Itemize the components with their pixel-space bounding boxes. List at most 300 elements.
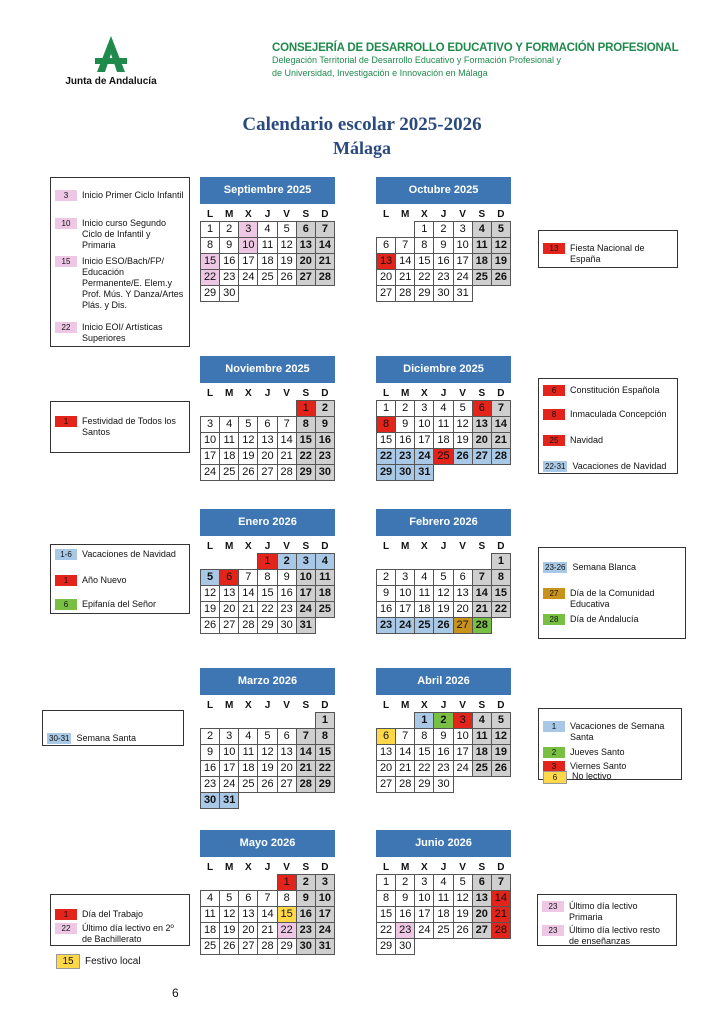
day-cell: 10 bbox=[239, 238, 258, 254]
day-cell: 15 bbox=[277, 907, 296, 923]
month-grid bbox=[200, 386, 335, 481]
day-cell: 12 bbox=[491, 238, 510, 254]
day-cell: 30 bbox=[396, 465, 415, 481]
day-cell: 21 bbox=[472, 602, 491, 618]
month-grid bbox=[200, 698, 335, 809]
day-cell: 29 bbox=[296, 465, 315, 481]
day-cell: 17 bbox=[415, 907, 434, 923]
empty-cell bbox=[472, 286, 491, 302]
day-cell: 15 bbox=[296, 433, 315, 449]
month-grid bbox=[376, 539, 511, 634]
day-cell: 31 bbox=[415, 465, 434, 481]
day-cell: 26 bbox=[491, 270, 510, 286]
day-cell: 22 bbox=[415, 270, 434, 286]
legend-item bbox=[543, 562, 681, 573]
legend-swatch: 1 bbox=[543, 721, 565, 732]
day-cell: 3 bbox=[415, 401, 434, 417]
empty-cell bbox=[472, 554, 491, 570]
weekday-label: L bbox=[383, 387, 390, 399]
legend-item bbox=[55, 549, 185, 560]
day-cell: 20 bbox=[453, 602, 472, 618]
legend-item bbox=[55, 218, 185, 251]
month-title: Diciembre 2025 bbox=[376, 356, 511, 383]
day-cell: 2 bbox=[296, 875, 315, 891]
day-cell: 10 bbox=[296, 570, 315, 586]
week-row bbox=[201, 586, 335, 602]
day-cell: 25 bbox=[434, 449, 453, 465]
day-cell: 13 bbox=[220, 586, 239, 602]
day-cell: 30 bbox=[220, 286, 239, 302]
day-cell: 13 bbox=[472, 417, 491, 433]
legend-item bbox=[543, 243, 673, 265]
legend-swatch: 1 bbox=[55, 909, 77, 920]
day-cell: 26 bbox=[239, 465, 258, 481]
empty-cell bbox=[396, 222, 415, 238]
legend-swatch: 23 bbox=[542, 925, 564, 936]
legend-swatch: 15 bbox=[55, 256, 77, 267]
day-cell: 17 bbox=[296, 586, 315, 602]
week-row bbox=[201, 401, 335, 417]
legend-text: Vacaciones de Semana Santa bbox=[570, 721, 665, 742]
empty-cell bbox=[201, 713, 220, 729]
legend-enero bbox=[50, 544, 190, 614]
empty-cell bbox=[277, 286, 296, 302]
week-row bbox=[201, 745, 335, 761]
day-cell: 24 bbox=[453, 761, 472, 777]
day-cell: 11 bbox=[472, 238, 491, 254]
empty-cell bbox=[296, 286, 315, 302]
day-cell: 5 bbox=[453, 875, 472, 891]
day-cell: 11 bbox=[201, 907, 220, 923]
day-cell: 23 bbox=[277, 602, 296, 618]
day-cell: 21 bbox=[239, 602, 258, 618]
day-cell: 4 bbox=[201, 891, 220, 907]
weekday-label: S bbox=[302, 861, 310, 873]
empty-cell bbox=[396, 554, 415, 570]
weekday-label: J bbox=[440, 699, 447, 711]
empty-cell bbox=[415, 554, 434, 570]
day-cell: 17 bbox=[453, 254, 472, 270]
day-cell: 12 bbox=[258, 745, 277, 761]
day-cell: 8 bbox=[277, 891, 296, 907]
weekday-label: V bbox=[283, 699, 290, 711]
day-cell: 9 bbox=[434, 729, 453, 745]
legend-text: Día de la Comunidad Educativa bbox=[570, 588, 655, 609]
day-cell: 4 bbox=[472, 713, 491, 729]
month-title: Octubre 2025 bbox=[376, 177, 511, 204]
weekday-label: V bbox=[283, 387, 290, 399]
weekday-label: L bbox=[383, 540, 390, 552]
week-row bbox=[201, 907, 335, 923]
day-cell: 1 bbox=[377, 875, 396, 891]
weekday-label: J bbox=[440, 208, 447, 220]
legend-item bbox=[543, 721, 677, 743]
empty-cell bbox=[491, 939, 510, 955]
empty-cell bbox=[258, 713, 277, 729]
day-cell: 26 bbox=[201, 618, 220, 634]
day-cell: 19 bbox=[201, 602, 220, 618]
day-cell: 22 bbox=[201, 270, 220, 286]
day-cell: 28 bbox=[258, 939, 277, 955]
empty-cell bbox=[258, 875, 277, 891]
month-title: Marzo 2026 bbox=[200, 668, 335, 695]
weekday-label: M bbox=[225, 699, 234, 711]
day-cell: 28 bbox=[491, 449, 510, 465]
day-cell: 28 bbox=[396, 777, 415, 793]
empty-cell bbox=[453, 465, 472, 481]
day-cell: 29 bbox=[377, 465, 396, 481]
day-cell: 26 bbox=[258, 777, 277, 793]
empty-cell bbox=[472, 939, 491, 955]
day-cell: 23 bbox=[296, 923, 315, 939]
weekday-label: X bbox=[245, 540, 252, 552]
day-cell: 16 bbox=[201, 761, 220, 777]
month-febrero bbox=[376, 509, 511, 634]
day-cell: 2 bbox=[396, 401, 415, 417]
day-cell: 18 bbox=[472, 745, 491, 761]
empty-cell bbox=[453, 554, 472, 570]
day-cell: 23 bbox=[315, 449, 334, 465]
day-cell: 6 bbox=[239, 891, 258, 907]
day-cell: 5 bbox=[277, 222, 296, 238]
day-cell: 12 bbox=[453, 417, 472, 433]
weekday-label: S bbox=[302, 387, 310, 399]
legend-text: Fiesta Nacional de España bbox=[570, 243, 645, 264]
day-cell: 12 bbox=[453, 891, 472, 907]
day-cell: 31 bbox=[296, 618, 315, 634]
weekday-label: M bbox=[225, 208, 234, 220]
day-cell: 18 bbox=[239, 761, 258, 777]
weekday-label: S bbox=[478, 699, 486, 711]
month-title: Noviembre 2025 bbox=[200, 356, 335, 383]
day-cell: 10 bbox=[453, 238, 472, 254]
day-cell: 11 bbox=[434, 891, 453, 907]
day-cell: 3 bbox=[296, 554, 315, 570]
weekday-label: X bbox=[245, 699, 252, 711]
weekday-label: X bbox=[245, 208, 252, 220]
day-cell: 14 bbox=[315, 238, 334, 254]
empty-cell bbox=[491, 286, 510, 302]
day-cell: 2 bbox=[201, 729, 220, 745]
empty-cell bbox=[277, 713, 296, 729]
day-cell: 8 bbox=[415, 729, 434, 745]
legend-swatch: 3 bbox=[543, 761, 565, 772]
day-cell: 26 bbox=[491, 761, 510, 777]
day-cell: 29 bbox=[415, 777, 434, 793]
day-cell: 1 bbox=[491, 554, 510, 570]
day-cell: 17 bbox=[201, 449, 220, 465]
day-cell: 20 bbox=[377, 270, 396, 286]
weekday-label: L bbox=[383, 208, 390, 220]
day-cell: 16 bbox=[434, 254, 453, 270]
day-cell: 3 bbox=[453, 222, 472, 238]
day-cell: 6 bbox=[377, 729, 396, 745]
day-cell: 16 bbox=[315, 433, 334, 449]
legend-swatch: 22 bbox=[55, 923, 77, 934]
weekday-label: S bbox=[302, 699, 310, 711]
week-row bbox=[201, 433, 335, 449]
week-row bbox=[201, 554, 335, 570]
empty-cell bbox=[491, 777, 510, 793]
empty-cell bbox=[296, 713, 315, 729]
empty-cell bbox=[277, 793, 296, 809]
empty-cell bbox=[239, 793, 258, 809]
day-cell: 22 bbox=[296, 449, 315, 465]
document-title-block bbox=[0, 114, 724, 159]
day-cell: 1 bbox=[377, 401, 396, 417]
day-cell: 6 bbox=[296, 222, 315, 238]
day-cell: 17 bbox=[315, 907, 334, 923]
day-cell: 13 bbox=[472, 891, 491, 907]
day-cell: 2 bbox=[220, 222, 239, 238]
day-cell: 7 bbox=[491, 401, 510, 417]
week-row bbox=[377, 465, 511, 481]
empty-cell bbox=[472, 777, 491, 793]
day-cell: 28 bbox=[396, 286, 415, 302]
day-cell: 8 bbox=[258, 570, 277, 586]
week-row bbox=[201, 417, 335, 433]
day-cell: 14 bbox=[396, 254, 415, 270]
day-cell: 12 bbox=[277, 238, 296, 254]
day-cell: 25 bbox=[201, 939, 220, 955]
month-diciembre bbox=[376, 356, 511, 481]
legend-item bbox=[55, 190, 185, 201]
legend-item bbox=[543, 435, 673, 446]
week-row bbox=[377, 602, 511, 618]
day-cell: 27 bbox=[377, 286, 396, 302]
legend-text: Viernes Santo bbox=[570, 761, 627, 771]
weekday-label: J bbox=[264, 387, 271, 399]
day-cell: 8 bbox=[491, 570, 510, 586]
day-cell: 16 bbox=[277, 586, 296, 602]
empty-cell bbox=[201, 554, 220, 570]
day-cell: 21 bbox=[315, 254, 334, 270]
legend-text: Año Nuevo bbox=[82, 575, 127, 585]
legend-item bbox=[55, 256, 185, 311]
day-cell: 7 bbox=[315, 222, 334, 238]
legend-text: Inicio EOI/ Artísticas Superiores bbox=[82, 322, 163, 343]
empty-cell bbox=[434, 554, 453, 570]
day-cell: 24 bbox=[415, 923, 434, 939]
empty-cell bbox=[258, 286, 277, 302]
weekday-label: M bbox=[401, 861, 410, 873]
day-cell: 20 bbox=[377, 761, 396, 777]
day-cell: 9 bbox=[396, 891, 415, 907]
day-cell: 22 bbox=[415, 761, 434, 777]
day-cell: 28 bbox=[296, 777, 315, 793]
legend-item bbox=[543, 461, 673, 472]
legend-item bbox=[543, 747, 677, 758]
week-row bbox=[377, 923, 511, 939]
legend-swatch: 22-31 bbox=[545, 462, 566, 471]
day-cell: 1 bbox=[277, 875, 296, 891]
weekday-label: J bbox=[264, 861, 271, 873]
day-cell: 15 bbox=[491, 586, 510, 602]
day-cell: 4 bbox=[415, 570, 434, 586]
day-cell: 26 bbox=[277, 270, 296, 286]
day-cell: 26 bbox=[453, 923, 472, 939]
day-cell: 8 bbox=[377, 891, 396, 907]
day-cell: 22 bbox=[258, 602, 277, 618]
legend-swatch: 3 bbox=[55, 190, 77, 201]
day-cell: 4 bbox=[258, 222, 277, 238]
day-cell: 15 bbox=[415, 745, 434, 761]
day-cell: 6 bbox=[453, 570, 472, 586]
legend-item bbox=[543, 409, 673, 420]
day-cell: 28 bbox=[239, 618, 258, 634]
day-cell: 14 bbox=[491, 417, 510, 433]
day-cell: 29 bbox=[258, 618, 277, 634]
day-cell: 9 bbox=[396, 417, 415, 433]
day-cell: 16 bbox=[220, 254, 239, 270]
month-abril bbox=[376, 668, 511, 793]
day-cell: 4 bbox=[472, 222, 491, 238]
day-cell: 5 bbox=[220, 891, 239, 907]
day-cell: 23 bbox=[396, 449, 415, 465]
day-cell: 9 bbox=[277, 570, 296, 586]
month-grid bbox=[200, 860, 335, 955]
festivo-swatch: 15 bbox=[56, 954, 80, 969]
week-row bbox=[201, 254, 335, 270]
empty-cell bbox=[277, 401, 296, 417]
month-grid bbox=[200, 539, 335, 634]
day-cell: 13 bbox=[239, 907, 258, 923]
day-cell: 7 bbox=[472, 570, 491, 586]
day-cell: 21 bbox=[396, 761, 415, 777]
weekday-label: V bbox=[459, 208, 466, 220]
weekday-label: D bbox=[497, 540, 505, 552]
day-cell: 31 bbox=[453, 286, 472, 302]
day-cell: 24 bbox=[396, 618, 415, 634]
day-cell: 18 bbox=[258, 254, 277, 270]
empty-cell bbox=[239, 713, 258, 729]
legend-diciembre bbox=[538, 378, 678, 474]
week-row bbox=[377, 618, 511, 634]
day-cell: 22 bbox=[277, 923, 296, 939]
weekday-label: D bbox=[321, 861, 329, 873]
legend-febrero bbox=[538, 547, 686, 639]
weekday-label: M bbox=[401, 540, 410, 552]
logo-icon bbox=[89, 34, 133, 74]
week-row bbox=[201, 761, 335, 777]
day-cell: 29 bbox=[415, 286, 434, 302]
legend-item bbox=[542, 925, 672, 947]
empty-cell bbox=[453, 939, 472, 955]
week-row bbox=[201, 570, 335, 586]
legend-swatch: 6 bbox=[543, 771, 567, 784]
day-cell: 3 bbox=[453, 713, 472, 729]
day-cell: 27 bbox=[472, 923, 491, 939]
day-cell: 13 bbox=[296, 238, 315, 254]
weekday-label: L bbox=[207, 208, 214, 220]
day-cell: 15 bbox=[258, 586, 277, 602]
legend-swatch: 23 bbox=[542, 901, 564, 912]
day-cell: 15 bbox=[377, 907, 396, 923]
day-cell: 8 bbox=[201, 238, 220, 254]
page-number: 6 bbox=[172, 986, 179, 1000]
legend-text: Último día lectivo en 2º de Bachillerato bbox=[82, 923, 174, 944]
weekday-label: D bbox=[497, 861, 505, 873]
day-cell: 3 bbox=[201, 417, 220, 433]
day-cell: 22 bbox=[377, 449, 396, 465]
day-cell: 16 bbox=[296, 907, 315, 923]
day-cell: 3 bbox=[315, 875, 334, 891]
day-cell: 11 bbox=[258, 238, 277, 254]
day-cell: 28 bbox=[315, 270, 334, 286]
legend-item bbox=[55, 923, 185, 945]
day-cell: 8 bbox=[296, 417, 315, 433]
weekday-label: J bbox=[264, 208, 271, 220]
day-cell: 22 bbox=[315, 761, 334, 777]
week-row bbox=[201, 286, 335, 302]
legend-item bbox=[543, 588, 681, 610]
legend-item bbox=[47, 733, 179, 744]
day-cell: 27 bbox=[239, 939, 258, 955]
legend-swatch: 10 bbox=[55, 218, 77, 229]
empty-cell bbox=[239, 401, 258, 417]
day-cell: 3 bbox=[239, 222, 258, 238]
day-cell: 5 bbox=[258, 729, 277, 745]
day-cell: 16 bbox=[396, 907, 415, 923]
weekday-label: M bbox=[225, 387, 234, 399]
day-cell: 5 bbox=[453, 401, 472, 417]
legend-item bbox=[55, 909, 185, 920]
empty-cell bbox=[472, 465, 491, 481]
weekday-label: V bbox=[459, 387, 466, 399]
day-cell: 21 bbox=[258, 923, 277, 939]
week-row bbox=[201, 465, 335, 481]
month-title: Mayo 2026 bbox=[200, 830, 335, 857]
legend-text: Inicio ESO/Bach/FP/ Educación Permanente/E. Elem.y Prof. Mús. Y Danza/Artes Plás. y Dis. bbox=[82, 256, 184, 310]
day-cell: 1 bbox=[296, 401, 315, 417]
day-cell: 30 bbox=[201, 793, 220, 809]
empty-cell bbox=[434, 465, 453, 481]
day-cell: 6 bbox=[220, 570, 239, 586]
week-row bbox=[201, 891, 335, 907]
empty-cell bbox=[491, 618, 510, 634]
legend-text: Día de Andalucía bbox=[570, 614, 639, 624]
legend-text: Festividad de Todos los Santos bbox=[82, 416, 176, 437]
page-header bbox=[272, 42, 692, 80]
weekday-label: J bbox=[440, 540, 447, 552]
day-cell: 4 bbox=[434, 875, 453, 891]
day-cell: 14 bbox=[396, 745, 415, 761]
weekday-label: V bbox=[459, 699, 466, 711]
weekday-label: M bbox=[225, 861, 234, 873]
day-cell: 27 bbox=[296, 270, 315, 286]
header-line2: Delegación Territorial de Desarrollo Educativo y Formación Profesional y bbox=[272, 55, 561, 65]
day-cell: 30 bbox=[277, 618, 296, 634]
day-cell: 27 bbox=[472, 449, 491, 465]
week-row bbox=[377, 586, 511, 602]
day-cell: 20 bbox=[472, 907, 491, 923]
weekday-label: X bbox=[245, 861, 252, 873]
weekday-label: D bbox=[321, 387, 329, 399]
day-cell: 26 bbox=[434, 618, 453, 634]
week-row bbox=[377, 777, 511, 793]
day-cell: 25 bbox=[220, 465, 239, 481]
day-cell: 10 bbox=[396, 586, 415, 602]
day-cell: 20 bbox=[472, 433, 491, 449]
week-row bbox=[201, 222, 335, 238]
day-cell: 7 bbox=[396, 238, 415, 254]
day-cell: 20 bbox=[277, 761, 296, 777]
weekday-label: L bbox=[383, 861, 390, 873]
day-cell: 19 bbox=[491, 745, 510, 761]
week-row bbox=[201, 618, 335, 634]
day-cell: 13 bbox=[377, 254, 396, 270]
weekday-label: X bbox=[421, 861, 428, 873]
